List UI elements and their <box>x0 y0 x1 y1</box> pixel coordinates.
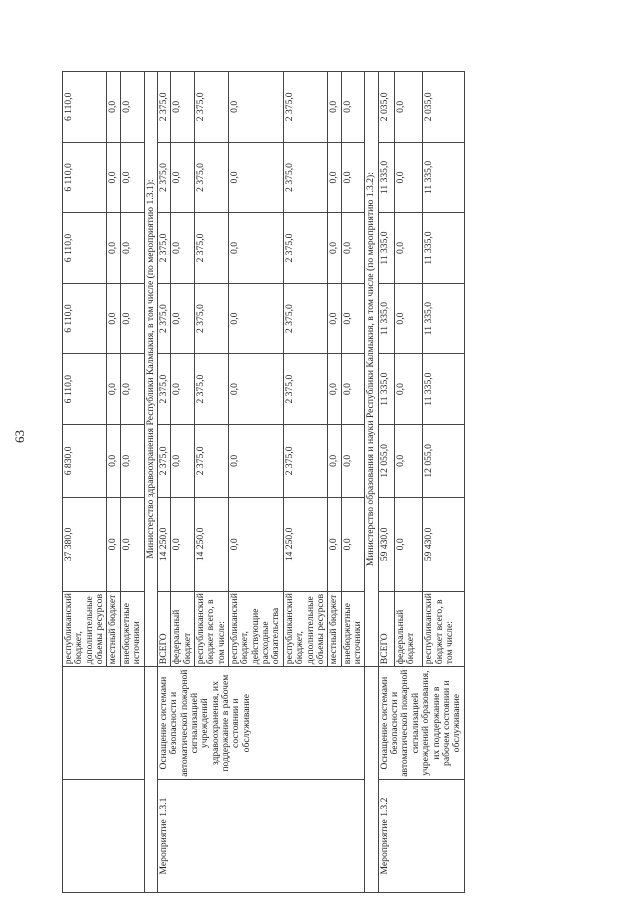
budget-table <box>62 71 465 893</box>
value-cell: 37 380,0 <box>63 497 107 591</box>
value-cell: 11 335,0 <box>423 354 464 425</box>
value-cell: 0,0 <box>341 424 365 497</box>
value-cell: 2 375,0 <box>194 213 228 284</box>
carry-row <box>63 72 107 893</box>
source-cell: республиканский бюджет всего, в том числе: <box>423 591 464 666</box>
value-cell: 0,0 <box>120 497 144 591</box>
value-cell: 6 110,0 <box>63 142 107 213</box>
source-cell: республиканский бюджет всего, в том числе: <box>194 591 228 666</box>
value-cell: 0,0 <box>341 142 365 213</box>
value-cell: 0,0 <box>107 283 120 354</box>
value-cell: 11 335,0 <box>378 142 394 213</box>
value-cell: 2 035,0 <box>378 72 394 143</box>
section-header: Министерство образования и науки Республики Калмыкия, в том числе (по мероприятию 1.3.2): <box>365 72 378 667</box>
source-cell: республиканский бюджет, дополнительные объемы ресурсов <box>283 591 327 666</box>
value-cell: 0,0 <box>328 497 341 591</box>
source-cell: федеральный бюджет <box>171 591 195 666</box>
value-cell: 12 055,0 <box>423 424 464 497</box>
value-cell: 0,0 <box>120 424 144 497</box>
value-cell: 6 110,0 <box>63 213 107 284</box>
value-cell: 0,0 <box>229 424 284 497</box>
value-cell: 11 335,0 <box>378 354 394 425</box>
value-cell: 59 430,0 <box>423 497 464 591</box>
value-cell: 0,0 <box>120 72 144 143</box>
value-cell: 12 055,0 <box>378 424 394 497</box>
value-cell: 2 375,0 <box>194 354 228 425</box>
value-cell: 6 110,0 <box>63 354 107 425</box>
value-cell: 0,0 <box>171 213 195 284</box>
value-cell: 0,0 <box>229 72 284 143</box>
value-cell: 0,0 <box>328 142 341 213</box>
value-cell: 0,0 <box>394 72 423 143</box>
value-cell: 0,0 <box>171 354 195 425</box>
value-cell: 0,0 <box>229 354 284 425</box>
section-header-row <box>144 72 157 893</box>
value-cell: 6 110,0 <box>63 72 107 143</box>
value-cell: 2 375,0 <box>283 283 327 354</box>
value-cell: 0,0 <box>341 72 365 143</box>
value-cell: 11 335,0 <box>378 283 394 354</box>
source-cell: внебюджетные источники <box>120 591 144 666</box>
measure-name-cell: Оснащение системами безопасности и автоматической пожарной сигнализацией учреждений здравоохранения, их поддержание в рабочем состоянии и обслуживание <box>157 667 364 780</box>
value-cell: 6 830,0 <box>63 424 107 497</box>
measure-cell: Мероприятие 1.3.1 <box>157 780 364 893</box>
blank-name-cell <box>63 667 145 780</box>
source-cell: местный бюджет <box>107 591 120 666</box>
value-cell: 0,0 <box>171 497 195 591</box>
value-cell: 0,0 <box>120 283 144 354</box>
table-row <box>157 72 170 893</box>
value-cell: 0,0 <box>394 354 423 425</box>
measure-cell: Мероприятие 1.3.2 <box>378 780 464 893</box>
value-cell: 0,0 <box>394 424 423 497</box>
page-number: 63 <box>12 430 27 443</box>
value-cell: 2 375,0 <box>283 213 327 284</box>
value-cell: 0,0 <box>394 142 423 213</box>
table-row <box>378 72 394 893</box>
value-cell: 0,0 <box>107 72 120 143</box>
value-cell: 2 375,0 <box>194 72 228 143</box>
value-cell: 11 335,0 <box>378 213 394 284</box>
source-cell: ВСЕГО <box>157 591 170 666</box>
value-cell: 2 375,0 <box>194 142 228 213</box>
value-cell: 0,0 <box>341 354 365 425</box>
value-cell: 14 250,0 <box>194 497 228 591</box>
value-cell: 0,0 <box>341 213 365 284</box>
value-cell: 2 375,0 <box>157 213 170 284</box>
value-cell: 14 250,0 <box>157 497 170 591</box>
value-cell: 0,0 <box>328 213 341 284</box>
value-cell: 0,0 <box>107 497 120 591</box>
blank-measure-cell <box>63 780 145 893</box>
value-cell: 0,0 <box>328 354 341 425</box>
value-cell: 2 375,0 <box>157 283 170 354</box>
value-cell: 59 430,0 <box>378 497 394 591</box>
value-cell: 2 035,0 <box>423 72 464 143</box>
value-cell: 0,0 <box>107 213 120 284</box>
value-cell: 0,0 <box>171 72 195 143</box>
value-cell: 0,0 <box>120 354 144 425</box>
value-cell: 0,0 <box>328 283 341 354</box>
value-cell: 0,0 <box>328 72 341 143</box>
value-cell: 0,0 <box>229 213 284 284</box>
value-cell: 0,0 <box>120 213 144 284</box>
value-cell: 11 335,0 <box>423 283 464 354</box>
source-cell: республиканский бюджет, действующие расходные обязательства <box>229 591 284 666</box>
section-header-row <box>365 72 378 893</box>
value-cell: 2 375,0 <box>283 354 327 425</box>
source-cell: республиканский бюджет, дополнительные объемы ресурсов <box>63 591 107 666</box>
value-cell: 2 375,0 <box>157 72 170 143</box>
value-cell: 14 250,0 <box>283 497 327 591</box>
value-cell: 0,0 <box>171 283 195 354</box>
value-cell: 0,0 <box>394 497 423 591</box>
value-cell: 2 375,0 <box>157 354 170 425</box>
value-cell: 0,0 <box>229 142 284 213</box>
section-header: Министерство здравоохранения Республики Калмыкия, в том числе (по мероприятию 1.3.1): <box>144 72 157 667</box>
source-cell: внебюджетные источники <box>341 591 365 666</box>
value-cell: 11 335,0 <box>423 142 464 213</box>
value-cell: 0,0 <box>394 283 423 354</box>
value-cell: 0,0 <box>229 283 284 354</box>
table-body <box>63 72 465 893</box>
value-cell: 2 375,0 <box>157 424 170 497</box>
value-cell: 2 375,0 <box>157 142 170 213</box>
value-cell: 0,0 <box>120 142 144 213</box>
rotated-page-content <box>62 71 462 893</box>
value-cell: 2 375,0 <box>283 424 327 497</box>
value-cell: 0,0 <box>328 424 341 497</box>
value-cell: 0,0 <box>171 142 195 213</box>
value-cell: 2 375,0 <box>283 142 327 213</box>
source-cell: федеральный бюджет <box>394 591 423 666</box>
value-cell: 0,0 <box>394 213 423 284</box>
value-cell: 2 375,0 <box>194 283 228 354</box>
value-cell: 2 375,0 <box>194 424 228 497</box>
value-cell: 6 110,0 <box>63 283 107 354</box>
value-cell: 0,0 <box>107 354 120 425</box>
value-cell: 0,0 <box>229 497 284 591</box>
value-cell: 0,0 <box>341 497 365 591</box>
value-cell: 0,0 <box>107 142 120 213</box>
source-cell: местный бюджет <box>328 591 341 666</box>
measure-name-cell: Оснащение системами безопасности и автоматической пожарной сигнализацией учреждений образования, их поддержание в рабочем состоянии и обслуживание <box>378 667 464 780</box>
value-cell: 0,0 <box>107 424 120 497</box>
value-cell: 2 375,0 <box>283 72 327 143</box>
section-spacer <box>144 667 157 893</box>
value-cell: 0,0 <box>171 424 195 497</box>
value-cell: 0,0 <box>341 283 365 354</box>
section-spacer <box>365 667 378 893</box>
source-cell: ВСЕГО <box>378 591 394 666</box>
value-cell: 11 335,0 <box>423 213 464 284</box>
